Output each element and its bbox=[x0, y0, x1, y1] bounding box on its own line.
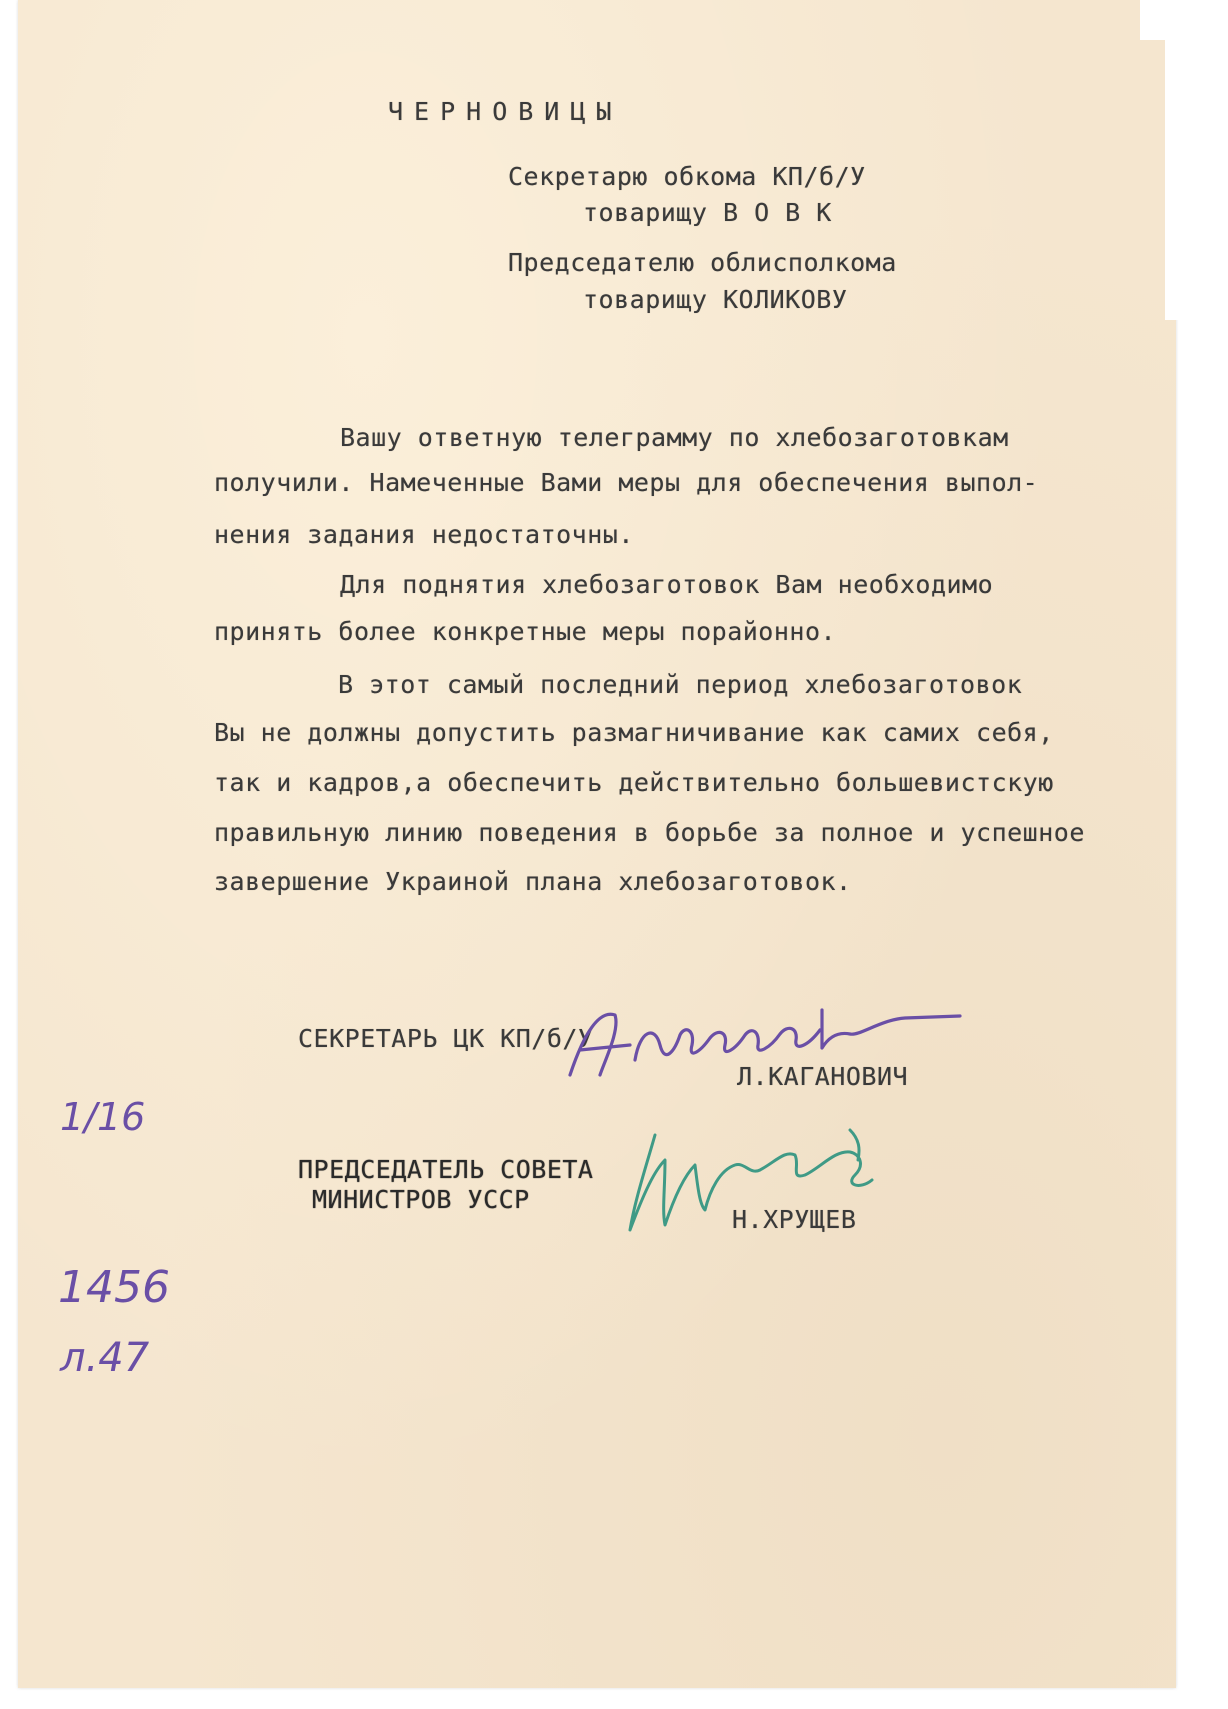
margin-note-1: 1/16 bbox=[60, 1095, 146, 1139]
body-line: Вы не должны допустить размагничивание как самих себя, bbox=[214, 718, 1054, 747]
recipient1-line1: Секретарю обкома КП/б/У bbox=[508, 162, 866, 191]
body-line: завершение Украиной плана хлебозаготовок. bbox=[214, 867, 852, 896]
signatory1-name: Л.КАГАНОВИЧ bbox=[737, 1062, 909, 1091]
torn-edge bbox=[1165, 40, 1228, 320]
recipient2-line1: Председателю облисполкома bbox=[508, 248, 897, 277]
recipient1-line2: товарищу В О В К bbox=[583, 198, 832, 227]
torn-corner bbox=[1140, 0, 1228, 40]
body-line: Для поднятия хлебозаготовок Вам необходимо bbox=[340, 570, 994, 599]
signatory1-title: СЕКРЕТАРЬ ЦК КП/б/У bbox=[298, 1024, 594, 1053]
body-line: нения задания недостаточны. bbox=[214, 520, 634, 549]
body-line: получили. Намеченные Вами меры для обеспечения выпол- bbox=[214, 468, 1039, 497]
body-line: Вашу ответную телеграмму по хлебозаготовкам bbox=[340, 423, 1009, 452]
signatory2-title-line2: МИНИСТРОВ УССР bbox=[312, 1185, 530, 1214]
body-line: В этот самый последний период хлебозаготовок bbox=[338, 670, 1023, 699]
margin-note-3: л.47 bbox=[60, 1335, 150, 1381]
recipient2-line2: товарищу КОЛИКОВУ bbox=[583, 285, 848, 314]
body-line: правильную линию поведения в борьбе за полное и успешное bbox=[214, 818, 1085, 847]
city-heading: ЧЕРНОВИЦЫ bbox=[388, 97, 623, 126]
signatory2-name: Н.ХРУЩЕВ bbox=[732, 1205, 857, 1234]
signatory2-title-line1: ПРЕДСЕДАТЕЛЬ СОВЕТА bbox=[298, 1155, 594, 1184]
margin-note-2: 1456 bbox=[58, 1262, 170, 1313]
body-line: принять более конкретные меры порайонно. bbox=[214, 617, 837, 646]
body-line: так и кадров,а обеспечить действительно большевистскую bbox=[214, 768, 1054, 797]
